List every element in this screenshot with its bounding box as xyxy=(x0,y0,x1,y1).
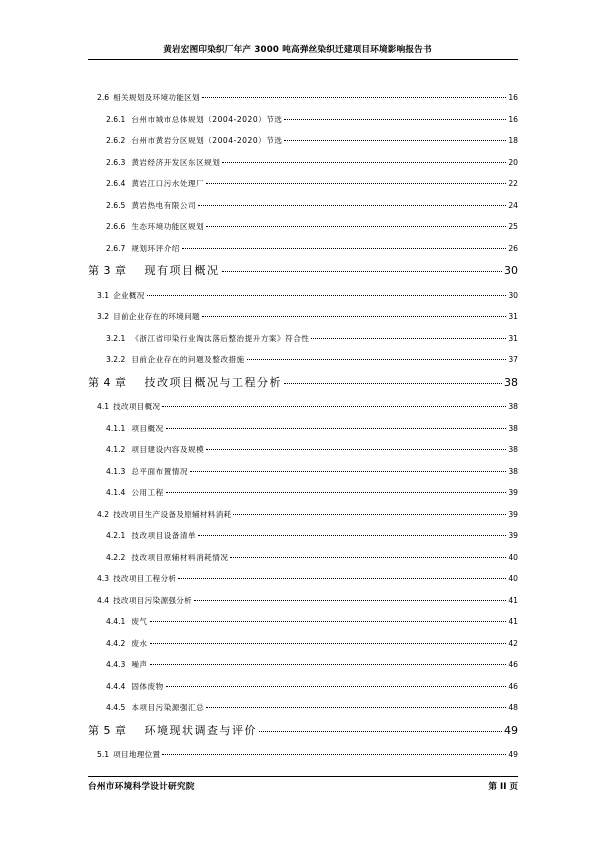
toc-entry-title: 废气 xyxy=(131,617,148,626)
toc-entry-number: 3.2.2 xyxy=(106,355,126,364)
toc-entry-number: 2.6.2 xyxy=(106,136,126,145)
toc-entry-title: 技改项目污染源强分析 xyxy=(113,595,193,605)
toc-entry-title: 公用工程 xyxy=(131,488,164,497)
toc-dot-leader xyxy=(150,664,507,665)
toc-entry[interactable] xyxy=(106,466,518,477)
toc-dot-leader xyxy=(259,731,502,732)
toc-dot-leader xyxy=(150,621,507,622)
toc-entry[interactable] xyxy=(106,135,518,146)
toc-entry-page: 16 xyxy=(508,114,518,124)
toc-entry[interactable] xyxy=(106,552,518,563)
toc-entry-page: 31 xyxy=(508,312,518,321)
toc-entry-page: 40 xyxy=(508,574,518,583)
toc-entry-title: 相关规划及环境功能区划 xyxy=(113,93,200,102)
toc-entry-title: 现有项目概况 xyxy=(144,264,220,277)
toc-entry-page: 46 xyxy=(508,660,518,669)
toc-entry-number: 5.1 xyxy=(97,750,110,759)
toc-entry[interactable] xyxy=(106,530,518,541)
footer-page-number: 第 II 页 xyxy=(488,782,518,792)
toc-entry-number: 2.6 xyxy=(97,93,110,102)
toc-entry-title: 总平面布置情况 xyxy=(131,466,188,476)
toc-entry-title: 台州市城市总体规划（2004-2020）节选 xyxy=(131,114,283,124)
toc-entry-number: 4.1.1 xyxy=(106,423,126,433)
toc-entry-number: 3.2.1 xyxy=(106,333,126,343)
toc-dot-leader xyxy=(284,140,506,141)
toc-entry[interactable] xyxy=(106,354,518,365)
toc-entry-page: 22 xyxy=(508,179,518,188)
toc-entry-number: 4.2 xyxy=(97,509,110,519)
toc-entry-page: 46 xyxy=(508,681,518,691)
toc-dot-leader xyxy=(206,707,506,708)
toc-entry-number: 2.6.5 xyxy=(106,200,126,210)
toc-entry-number: 3.1 xyxy=(97,290,110,300)
toc-entry-number: 4.4.1 xyxy=(106,617,126,626)
toc-dot-leader xyxy=(166,428,507,429)
toc-entry-page: 20 xyxy=(508,157,518,167)
toc-entry-number: 4.4.4 xyxy=(106,681,126,691)
toc-entry[interactable] xyxy=(106,487,518,498)
toc-dot-leader xyxy=(206,226,506,227)
toc-entry-title: 技改项目生产设备及原辅材料消耗 xyxy=(113,509,232,519)
toc-entry-title: 技改项目原辅材料消耗情况 xyxy=(131,552,229,562)
toc-entry-title: 黄岩江口污水处理厂 xyxy=(131,179,205,188)
toc-entry-title: 项目地理位置 xyxy=(113,750,161,759)
toc-entry-page: 25 xyxy=(508,222,518,231)
toc-entry-title: 生态环境功能区规划 xyxy=(131,222,205,231)
toc-entry-title: 《浙江省印染行业淘汰落后整治提升方案》符合性 xyxy=(131,333,310,343)
toc-entry-number: 4.4 xyxy=(97,595,110,605)
toc-entry-page: 39 xyxy=(508,509,518,519)
toc-entry-number: 第 3 章 xyxy=(88,264,127,277)
footer-divider xyxy=(88,776,518,777)
toc-entry-page: 39 xyxy=(508,531,518,540)
toc-entry[interactable] xyxy=(106,659,518,670)
toc-dot-leader xyxy=(206,183,506,184)
toc-entry-title: 技改项目工程分析 xyxy=(113,574,177,583)
toc-entry[interactable] xyxy=(88,262,518,278)
toc-entry-page: 41 xyxy=(508,595,518,605)
toc-entry-page: 18 xyxy=(508,136,518,145)
toc-entry[interactable] xyxy=(97,92,518,103)
toc-entry[interactable] xyxy=(106,200,518,211)
toc-entry-number: 4.2.1 xyxy=(106,531,126,540)
toc-entry-page: 24 xyxy=(508,200,518,210)
toc-entry[interactable] xyxy=(106,221,518,232)
toc-entry[interactable] xyxy=(88,374,518,390)
toc-entry-title: 技改项目概况 xyxy=(113,402,161,411)
toc-entry-page: 31 xyxy=(508,333,518,343)
toc-entry-number: 2.6.7 xyxy=(106,243,126,253)
toc-entry-number: 3.2 xyxy=(97,312,110,321)
toc-entry-title: 本项目污染源强汇总 xyxy=(131,703,205,712)
toc-entry[interactable] xyxy=(106,702,518,713)
toc-dot-leader xyxy=(202,316,506,317)
toc-entry-title: 黄岩经济开发区东区规划 xyxy=(131,157,221,167)
toc-entry-number: 4.2.2 xyxy=(106,552,126,562)
toc-entry[interactable] xyxy=(106,333,518,344)
toc-entry-title: 技改项目概况与工程分析 xyxy=(144,375,282,389)
toc-dot-leader xyxy=(284,383,502,384)
toc-entry[interactable] xyxy=(97,401,518,412)
header-title: 黄岩宏图印染织厂年产 3000 吨高弹丝染织迁建项目环境影响报告书 xyxy=(163,45,432,55)
toc-entry-number: 2.6.4 xyxy=(106,179,126,188)
toc-entry-page: 42 xyxy=(508,638,518,648)
toc-entry-page: 48 xyxy=(508,703,518,712)
toc-entry[interactable] xyxy=(106,114,518,125)
toc-entry-number: 4.4.3 xyxy=(106,660,126,669)
toc-entry-number: 2.6.3 xyxy=(106,157,126,167)
toc-entry-page: 40 xyxy=(508,552,518,562)
toc-entry-number: 2.6.6 xyxy=(106,222,126,231)
toc-entry-title: 目前企业存在的环境问题 xyxy=(113,312,200,321)
toc-entry[interactable] xyxy=(106,638,518,649)
toc-entry-title: 企业概况 xyxy=(113,290,145,300)
toc-entry[interactable] xyxy=(106,243,518,254)
toc-dot-leader xyxy=(190,471,506,472)
toc-entry-number: 4.4.2 xyxy=(106,638,126,648)
toc-dot-leader xyxy=(230,557,506,558)
toc-entry-page: 38 xyxy=(508,445,518,454)
footer-organization: 台州市环境科学设计研究院 xyxy=(88,782,195,792)
toc-entry-number: 4.1.4 xyxy=(106,488,126,497)
toc-entry-page: 49 xyxy=(508,750,518,759)
toc-entry-number: 4.3 xyxy=(97,574,110,583)
toc-entry-page: 38 xyxy=(508,402,518,411)
toc-dot-leader xyxy=(162,754,506,755)
toc-entry[interactable] xyxy=(106,444,518,455)
toc-entry-page: 39 xyxy=(508,488,518,497)
toc-dot-leader xyxy=(233,514,506,515)
toc-dot-leader xyxy=(147,295,507,296)
toc-entry-page: 30 xyxy=(504,264,518,277)
toc-entry-title: 固体废物 xyxy=(131,681,164,691)
toc-dot-leader xyxy=(222,271,503,272)
toc-entry-title: 目前企业存在的问题及整改措施 xyxy=(131,355,245,364)
toc-dot-leader xyxy=(178,578,506,579)
toc-entry-title: 技改项目设备清单 xyxy=(131,531,197,540)
toc-entry-number: 4.1 xyxy=(97,402,110,411)
toc-dot-leader xyxy=(247,359,507,360)
toc-entry-page: 30 xyxy=(508,290,518,300)
toc-entry-title: 项目建设内容及规模 xyxy=(131,445,205,454)
toc-entry-number: 第 4 章 xyxy=(88,375,127,389)
toc-entry[interactable] xyxy=(97,290,518,301)
toc-dot-leader xyxy=(198,535,506,536)
toc-entry-title: 黄岩热电有限公司 xyxy=(131,200,197,210)
toc-dot-leader xyxy=(284,119,506,120)
toc-entry-number: 第 5 章 xyxy=(88,723,127,737)
toc-dot-leader xyxy=(162,406,506,407)
toc-dot-leader xyxy=(166,686,507,687)
toc-entry-page: 38 xyxy=(508,466,518,476)
toc-entry[interactable] xyxy=(97,573,518,584)
toc-dot-leader xyxy=(150,643,507,644)
toc-entry-title: 规划环评介绍 xyxy=(131,243,180,253)
toc-entry-page: 49 xyxy=(504,723,518,737)
toc-dot-leader xyxy=(166,492,507,493)
toc-dot-leader xyxy=(311,338,506,339)
toc-entry-number: 2.6.1 xyxy=(106,114,126,124)
toc-dot-leader xyxy=(194,600,506,601)
toc-dot-leader xyxy=(202,97,506,98)
toc-entry-title: 废水 xyxy=(131,638,148,648)
toc-entry[interactable] xyxy=(106,681,518,692)
toc-entry-page: 41 xyxy=(508,617,518,626)
toc-entry-number: 4.1.2 xyxy=(106,445,126,454)
toc-entry-title: 台州市黄岩分区规划（2004-2020）节选 xyxy=(131,136,283,145)
toc-entry[interactable] xyxy=(106,423,518,434)
toc-dot-leader xyxy=(206,449,506,450)
toc-entry[interactable] xyxy=(106,178,518,189)
toc-dot-leader xyxy=(198,205,506,206)
toc-entry-page: 38 xyxy=(508,423,518,433)
toc-entry-page: 37 xyxy=(508,355,518,364)
toc-entry[interactable] xyxy=(97,595,518,606)
toc-entry[interactable] xyxy=(97,749,518,760)
toc-entry-page: 38 xyxy=(504,375,518,389)
toc-entry-title: 项目概况 xyxy=(131,423,164,433)
toc-entry[interactable] xyxy=(106,157,518,168)
toc-entry-page: 26 xyxy=(508,243,518,253)
toc-entry[interactable] xyxy=(97,509,518,520)
toc-dot-leader xyxy=(182,248,506,249)
toc-entry-number: 4.1.3 xyxy=(106,466,126,476)
toc-entry-page: 16 xyxy=(508,93,518,102)
toc-entry[interactable] xyxy=(97,311,518,322)
toc-entry[interactable] xyxy=(106,616,518,627)
toc-entry-title: 环境现状调查与评价 xyxy=(144,723,257,737)
toc-entry-title: 噪声 xyxy=(131,660,148,669)
toc-dot-leader xyxy=(222,162,506,163)
toc-entry[interactable] xyxy=(88,722,518,738)
toc-entry-number: 4.4.5 xyxy=(106,703,126,712)
